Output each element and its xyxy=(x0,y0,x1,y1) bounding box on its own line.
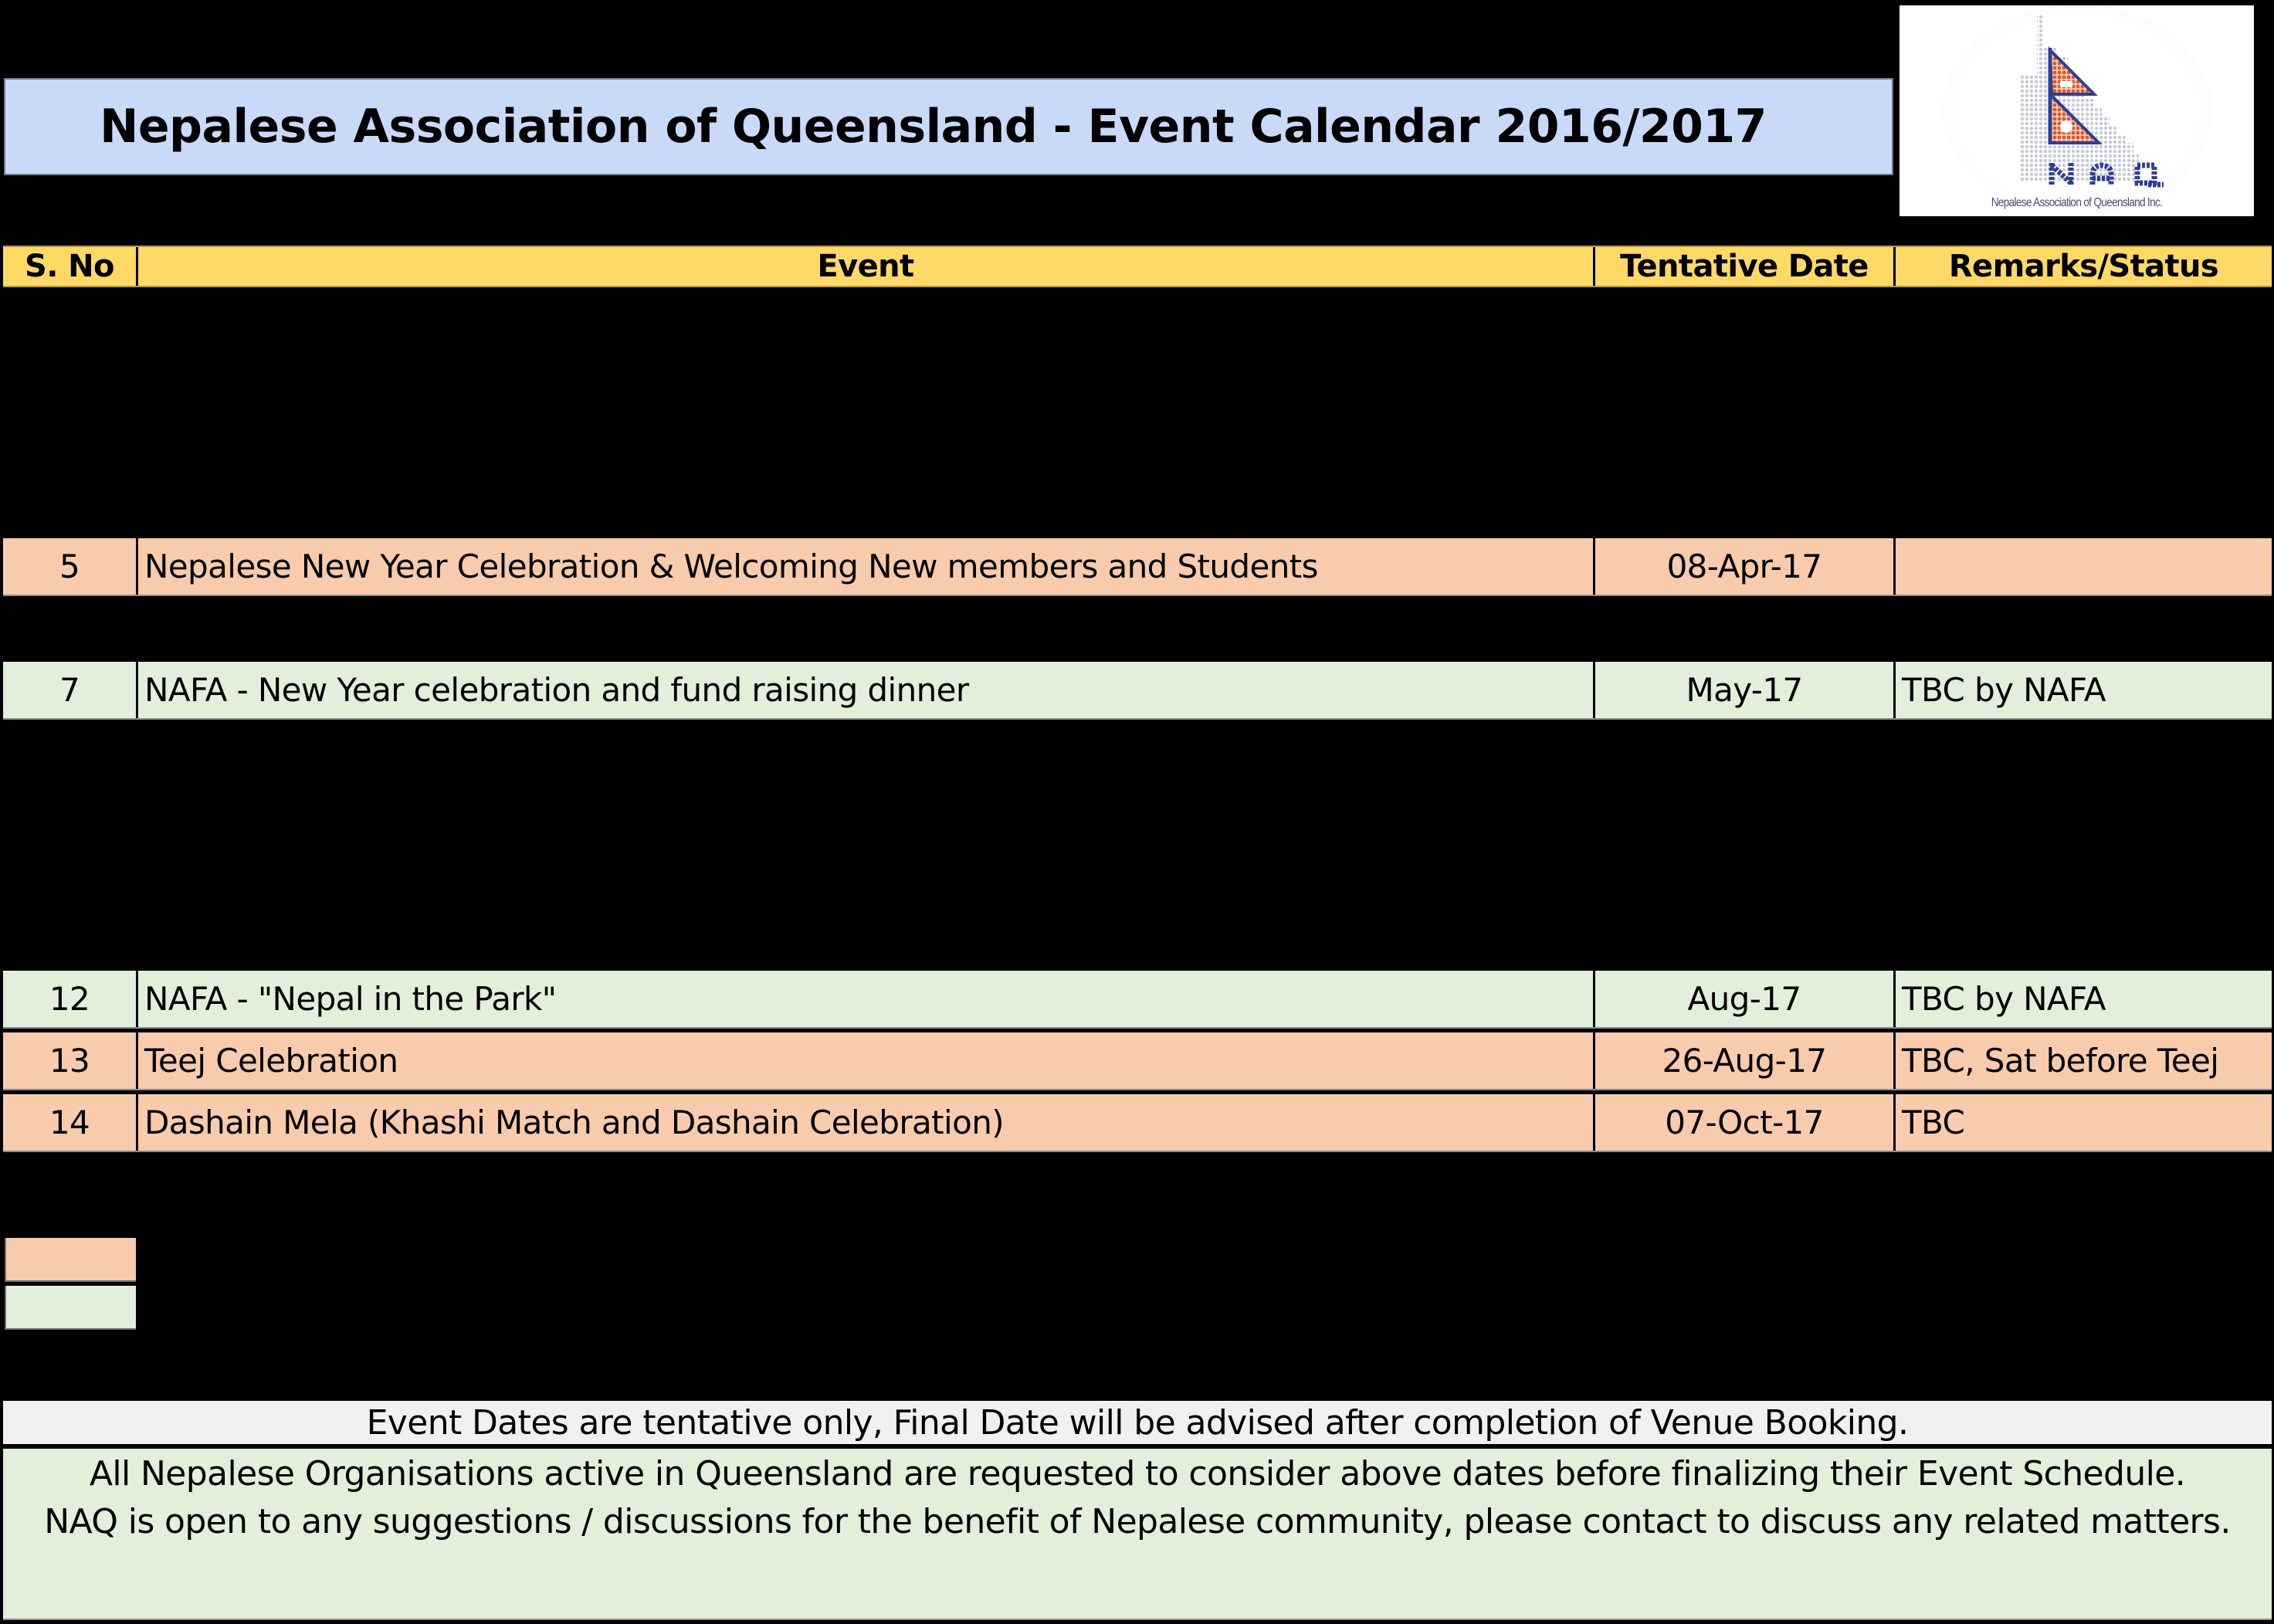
table-row xyxy=(3,538,2272,596)
note-organisations: All Nepalese Organisations active in Queensland are requested to consider above dates before finalizing their Event Schedule. xyxy=(89,1454,2186,1493)
table-row xyxy=(3,1094,2272,1152)
cell-event: NAFA - "Nepal in the Park" xyxy=(138,971,1595,1027)
header-sno: S. No xyxy=(3,247,138,286)
cell-remarks: TBC by NAFA xyxy=(1902,980,2106,1018)
cell-event: Dashain Mela (Khashi Match and Dashain Celebration) xyxy=(138,1094,1595,1151)
cell-event: Nepalese New Year Celebration & Welcoming New members and Students xyxy=(138,538,1595,595)
logo-caption: Nepalese Association of Queensland Inc. xyxy=(1991,196,2163,209)
table-row xyxy=(3,1032,2272,1090)
header-date: Tentative Date xyxy=(1595,247,1896,286)
cell-remarks: TBC xyxy=(1902,1104,1965,1141)
cell-date: May-17 xyxy=(1595,662,1896,718)
page-title: Nepalese Association of Queensland - Event Calendar 2016/2017 xyxy=(100,100,1767,154)
nepal-flag-icon xyxy=(1900,5,2254,216)
naq-logo xyxy=(1900,5,2254,216)
header-remarks: Remarks/Status xyxy=(1948,249,2219,284)
title-bar xyxy=(4,78,1893,175)
table-header xyxy=(3,246,2272,287)
cell-date: 26-Aug-17 xyxy=(1595,1032,1896,1089)
cell-sno: 13 xyxy=(3,1032,138,1089)
header-event: Event xyxy=(138,247,1595,286)
cell-sno: 12 xyxy=(3,971,138,1027)
cell-remarks xyxy=(1896,538,2272,595)
note-community xyxy=(3,1449,2272,1620)
cell-date: 07-Oct-17 xyxy=(1595,1094,1896,1151)
cell-sno: 7 xyxy=(3,662,138,718)
cell-sno: 14 xyxy=(3,1094,138,1151)
cell-date: 08-Apr-17 xyxy=(1595,538,1896,595)
note-contact: NAQ is open to any suggestions / discussions for the benefit of Nepalese community, please contact to discuss any related matters. xyxy=(44,1502,2231,1541)
cell-date: Aug-17 xyxy=(1595,971,1896,1027)
cell-event: NAFA - New Year celebration and fund raising dinner xyxy=(138,662,1595,718)
table-row xyxy=(3,971,2272,1029)
table-row xyxy=(3,662,2272,720)
cell-remarks: TBC, Sat before Teej xyxy=(1902,1042,2219,1080)
cell-sno: 5 xyxy=(3,538,138,595)
note-tentative-dates: Event Dates are tentative only, Final Date will be advised after completion of Venue Booking. xyxy=(3,1401,2272,1446)
cell-remarks: TBC by NAFA xyxy=(1902,671,2106,709)
legend-swatch-orange xyxy=(5,1238,136,1282)
legend-swatch-green xyxy=(5,1286,136,1330)
cell-event: Teej Celebration xyxy=(138,1032,1595,1089)
